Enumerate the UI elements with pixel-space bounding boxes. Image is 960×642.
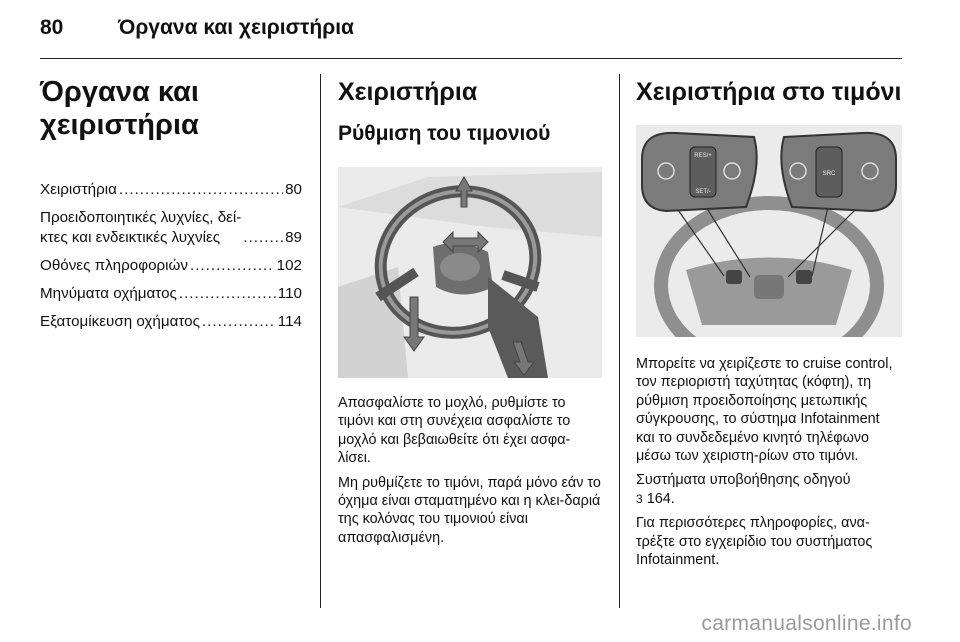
toc-entry-page: 110 [277,285,302,302]
steering-controls-drawing [636,125,902,337]
page-header [0,0,960,60]
table-of-contents [40,180,302,332]
column-toc [40,72,302,340]
toc-entry-page: 114 [277,313,302,330]
section-title: Χειριστήρια [338,78,478,106]
paragraph [636,471,902,508]
toc-entry-page: 89 [285,229,302,246]
toc-entry-title: Μηνύματα οχήματος [40,285,177,302]
toc-entry-title: Προειδοποιητικές λυχνίες, δεί- κτες και ενδεικτικές λυχνίες [40,209,242,246]
chapter-title: Όργανα και χειριστήρια [40,76,199,141]
toc-entry[interactable] [40,208,302,248]
toc-leader [202,312,276,332]
toc-entry-title: Οθόνες πληροφοριών [40,257,188,274]
toc-entry-page: 80 [285,181,302,198]
page-reference[interactable]: 164. [646,490,675,507]
steering-wheel-drawing [338,167,602,378]
column-steering-adjust [338,72,602,553]
text-block [636,355,902,569]
column-divider [619,74,620,608]
set-minus-label: SET/- [695,189,711,195]
res-plus-label: RES/+ [694,153,712,159]
toc-entry[interactable] [40,180,302,200]
reference-arrow-icon: 3 [636,491,643,506]
toc-leader [179,284,276,304]
column-divider [320,74,321,608]
toc-entry[interactable] [40,312,302,332]
paragraph: Μη ρυθμίζετε το τιμόνι, παρά μόνο εάν το όχημα είναι σταματημένο και η κλει-δαριά της κολόνας του τιμονιού είναι απασφαλισμένη. [338,474,601,546]
toc-entry-title: Εξατομίκευση οχήματος [40,313,200,330]
toc-leader [243,228,283,248]
toc-entry-page: 102 [276,257,302,274]
toc-entry[interactable] [40,256,302,276]
steering-adjust-illustration [338,167,602,378]
running-title: Όργανα και χειριστήρια [118,16,354,39]
paragraph: Μπορείτε να χειρίζεστε το cruise control, τον περιοριστή ταχύτητας (κόφτη), τη ρύθμιση προειδοποίησης μετωπικής σύγκρουσης, το σύστημα Infotainment και το συνδεδεμένο κινητό τηλέφωνο μέσω των χειριστη-ρίων στο τιμόνι. [636,356,893,465]
toc-entry[interactable] [40,284,302,304]
toc-entry-title: Χειριστήρια [40,181,117,198]
subsection-title: Ρύθμιση του τιμονιού [338,122,551,145]
paragraph-text: Συστήματα υποβοήθησης οδηγού [636,472,851,489]
toc-leader [119,180,283,200]
paragraph: Απασφαλίστε το μοχλό, ρυθμίστε το τιμόνι και στη συνέχεια ασφαλίστε το μοχλό και βεβαιωθείτε ότι έχει ασφα-λίσει. [338,395,571,467]
page-number: 80 [40,16,64,39]
steering-controls-illustration [636,125,902,337]
header-rule [40,58,902,59]
paragraph: Για περισσότερες πληροφορίες, ανα-τρέξτε στο εγχειρίδιο του συστήματος Infotainment. [636,515,873,569]
toc-leader [190,256,275,276]
column-steering-controls [636,72,902,575]
section-title: Χειριστήρια στο τιμόνι [636,78,902,106]
src-label: SRC [822,171,836,177]
watermark: carmanualsonline.info [701,612,912,635]
text-block [338,394,602,547]
